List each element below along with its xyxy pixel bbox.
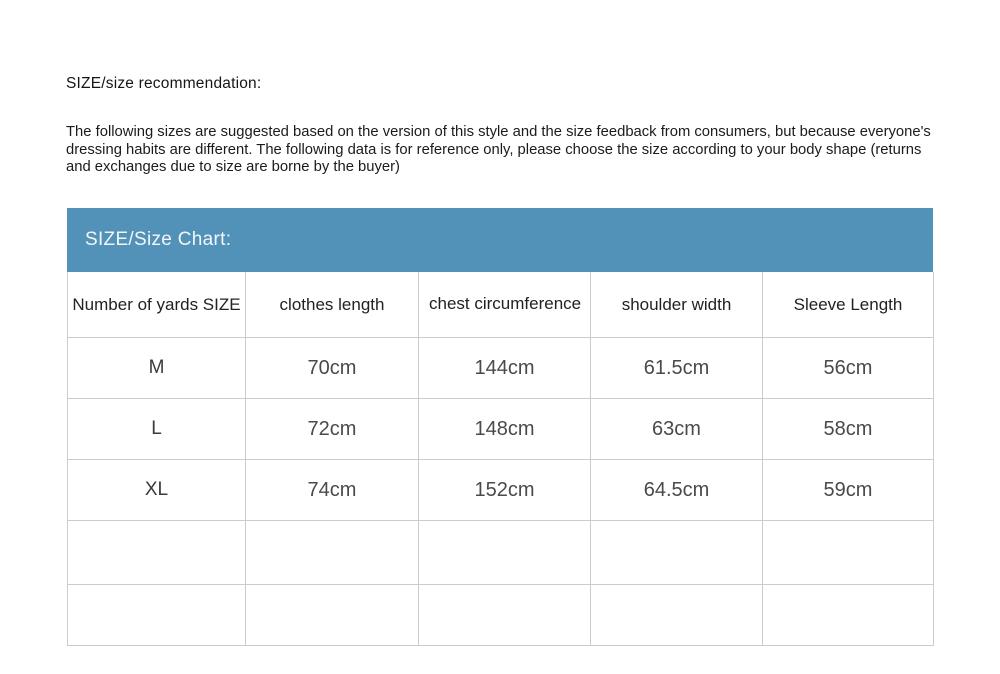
empty-cell <box>419 585 591 646</box>
page-heading: SIZE/size recommendation: <box>66 75 262 92</box>
shoulder-width-cell: 61.5cm <box>591 338 763 399</box>
size-cell: L <box>68 399 246 460</box>
size-chart-table <box>67 272 934 646</box>
column-header-sleeve-length: Sleeve Length <box>763 272 934 338</box>
sleeve-length-cell: 56cm <box>763 338 934 399</box>
table-header-row <box>68 272 934 338</box>
empty-cell <box>68 521 246 585</box>
shoulder-width-cell: 64.5cm <box>591 460 763 521</box>
empty-cell <box>591 585 763 646</box>
column-header-clothes-length: clothes length <box>246 272 419 338</box>
table-row-empty <box>68 521 934 585</box>
size-recommendation-text: The following sizes are suggested based on the version of this style and the size feedback from consumers, but because everyone's dressing habits are different. The following data is for reference only, please choose the size according to your body shape (returns and exchanges due to size are borne by the buyer) <box>66 124 931 176</box>
table-row-l <box>68 399 934 460</box>
sleeve-length-cell: 58cm <box>763 399 934 460</box>
size-cell: XL <box>68 460 246 521</box>
table-row-xl <box>68 460 934 521</box>
empty-cell <box>246 585 419 646</box>
clothes-length-cell: 70cm <box>246 338 419 399</box>
empty-cell <box>246 521 419 585</box>
size-chart-title-bar <box>67 208 933 272</box>
sleeve-length-cell: 59cm <box>763 460 934 521</box>
size-chart-title: SIZE/Size Chart: <box>85 229 232 250</box>
empty-cell <box>591 521 763 585</box>
clothes-length-cell: 74cm <box>246 460 419 521</box>
chest-circumference-cell: 148cm <box>419 399 591 460</box>
clothes-length-cell: 72cm <box>246 399 419 460</box>
chest-circumference-cell: 144cm <box>419 338 591 399</box>
table-row-empty <box>68 585 934 646</box>
empty-cell <box>763 585 934 646</box>
column-header-shoulder-width: shoulder width <box>591 272 763 338</box>
empty-cell <box>68 585 246 646</box>
table-row-m <box>68 338 934 399</box>
column-header-size: Number of yards SIZE <box>68 272 246 338</box>
empty-cell <box>419 521 591 585</box>
empty-cell <box>763 521 934 585</box>
column-header-chest-circumference: chest circumference <box>419 272 591 338</box>
chest-circumference-cell: 152cm <box>419 460 591 521</box>
size-cell: M <box>68 338 246 399</box>
shoulder-width-cell: 63cm <box>591 399 763 460</box>
